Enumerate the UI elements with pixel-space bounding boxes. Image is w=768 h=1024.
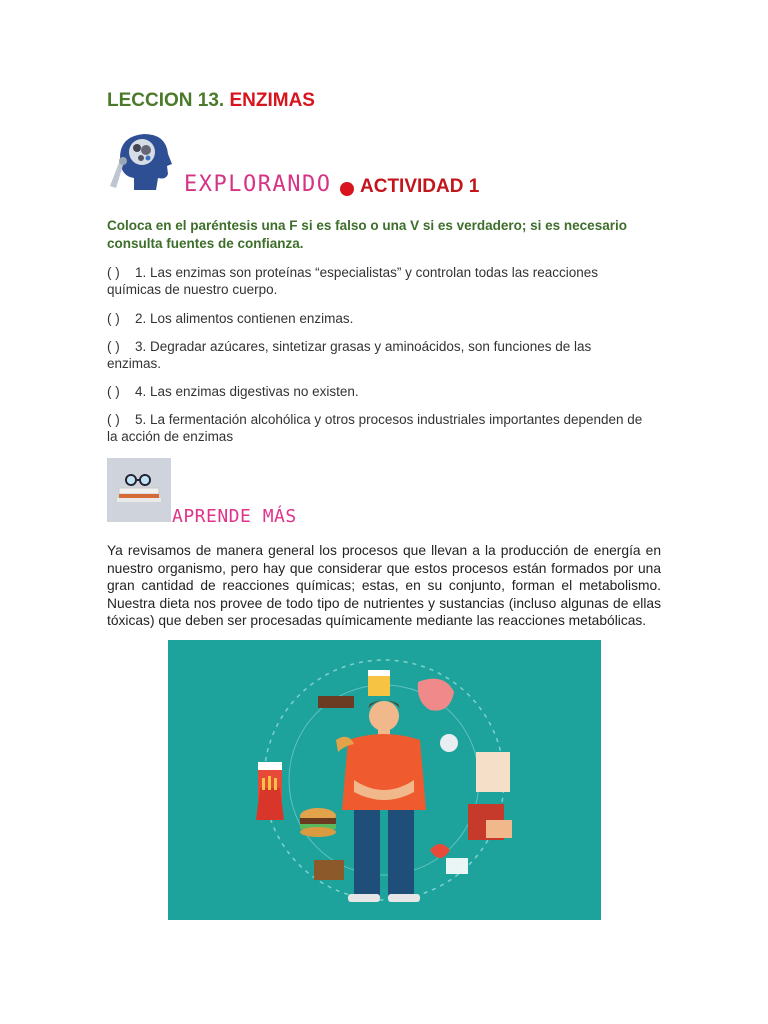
aprende-mas-label: APRENDE MÁS — [172, 506, 297, 527]
question-text: 4. Las enzimas digestivas no existen. — [135, 384, 359, 399]
answer-blank[interactable]: ( ) — [107, 311, 120, 326]
metabolism-illustration — [168, 640, 601, 920]
question-text: 1. Las enzimas son proteínas “especialistas” y controlan todas las reacciones químicas de nuestro cuerpo. — [107, 265, 598, 297]
question-item-1 — [107, 264, 647, 298]
answer-blank[interactable]: ( ) — [107, 384, 120, 399]
brain-head-icon — [106, 128, 178, 194]
answer-blank[interactable]: ( ) — [107, 339, 120, 354]
answer-blank[interactable]: ( ) — [107, 412, 120, 427]
question-item-4 — [107, 383, 647, 400]
answer-blank[interactable]: ( ) — [107, 265, 120, 280]
question-item-3 — [107, 338, 647, 372]
question-item-5 — [107, 411, 647, 445]
explorando-label: EXPLORANDO — [184, 172, 332, 197]
question-text: 3. Degradar azúcares, sintetizar grasas y aminoácidos, son funciones de las enzimas. — [107, 339, 592, 371]
lesson-topic: ENZIMAS — [229, 90, 315, 111]
activity-label: ACTIVIDAD 1 — [360, 176, 480, 197]
lesson-title — [107, 90, 315, 112]
bullet-dot-icon — [340, 182, 354, 196]
books-glasses-icon — [107, 458, 171, 522]
question-text: 2. Los alimentos contienen enzimas. — [135, 311, 354, 326]
instructions: Coloca en el paréntesis una F si es falso o una V si es verdadero; si es necesario consulta fuentes de confianza. — [107, 218, 627, 251]
lesson-prefix: LECCION 13. — [107, 90, 225, 111]
question-text: 5. La fermentación alcohólica y otros procesos industriales importantes dependen de la acción de enzimas — [107, 412, 643, 444]
question-item-2 — [107, 310, 647, 327]
body-paragraph: Ya revisamos de manera general los procesos que llevan a la producción de energía en nuestro organismo, pero hay que considerar que estos procesos están formados por una gran cantidad de reacciones químicas; estas, en su conjunto, forman el metabolismo. Nuestra dieta nos provee de todo tipo de nutrientes y sustancias (incluso algunas de ellas tóxicas) que deben ser procesadas químicamente mediante las reacciones metabólicas. — [107, 543, 661, 628]
